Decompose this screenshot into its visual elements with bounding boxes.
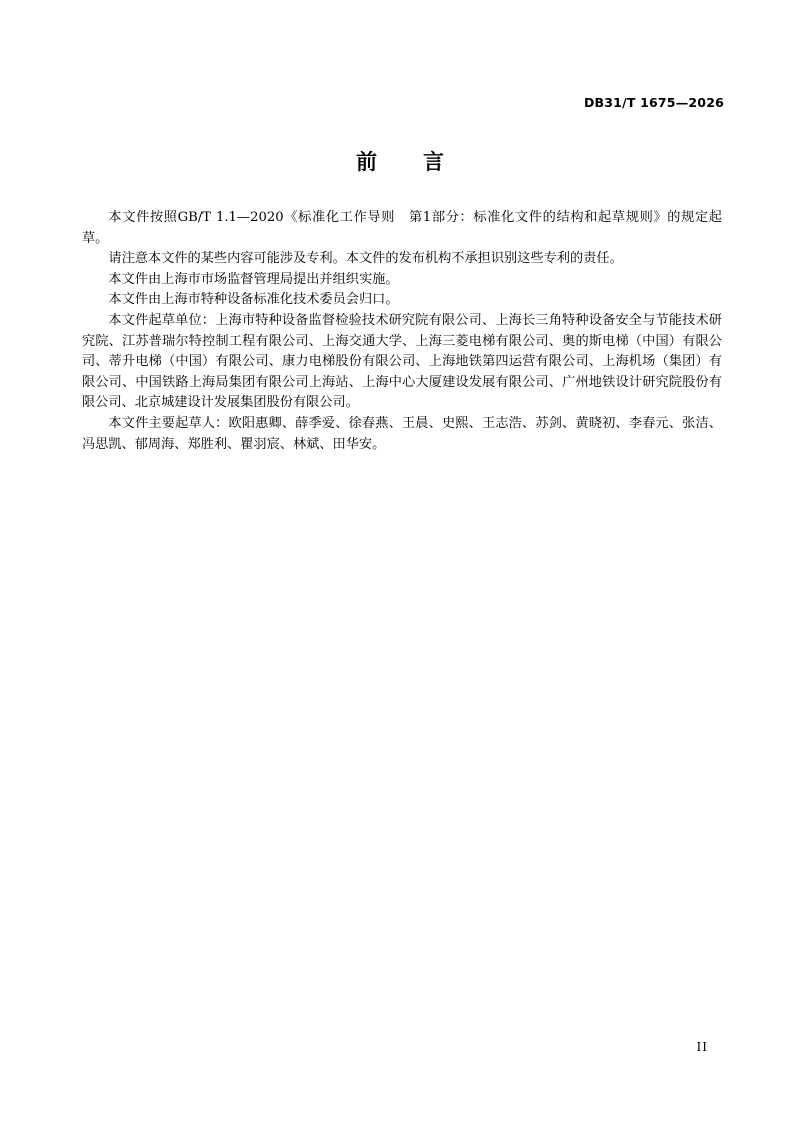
paragraph-drafting-units: 本文件起草单位：上海市特种设备监督检验技术研究院有限公司、上海长三角特种设备安全与节能技术研究院、江苏普瑞尔特控制工程有限公司、上海交通大学、上海三菱电梯有限公司、奥的斯电梯（中国）有限公司、蒂升电梯（中国）有限公司、康力电梯股份有限公司、上海地铁第四运营有限公司、上海机场（集团）有限公司、中国铁路上海局集团有限公司上海站、上海中心大厦建设发展有限公司、广州地铁设计研究院股份有限公司、北京城建设计发展集团股份有限公司。 xyxy=(82,312,722,411)
paragraph-patent-notice: 请注意本文件的某些内容可能涉及专利。本文件的发布机构不承担识别这些专利的责任。 xyxy=(108,251,623,267)
page-title xyxy=(0,146,800,176)
paragraph-drafting-basis: 本文件按照GB/T 1.1—2020《标准化工作导则 第1部分：标准化文件的结构和起草规则》的规定起草。 xyxy=(82,210,722,246)
page-number: II xyxy=(696,1040,708,1054)
document-code: DB31/T 1675—2026 xyxy=(583,95,724,110)
paragraph-technical-committee: 本文件由上海市特种设备标准化技术委员会归口。 xyxy=(108,292,399,308)
paragraph-main-drafters: 本文件主要起草人：欧阳惠卿、薛季爱、徐春燕、王晨、史熙、王志浩、苏剑、黄晓初、李春元、张洁、冯思凯、郁周海、郑胜利、瞿羽宸、林斌、田华安。 xyxy=(82,415,722,452)
paragraph-proposer: 本文件由上海市市场监督管理局提出并组织实施。 xyxy=(108,271,399,287)
title-char: 前 xyxy=(356,150,377,174)
foreword-body xyxy=(82,208,722,455)
title-char: 言 xyxy=(423,150,444,174)
